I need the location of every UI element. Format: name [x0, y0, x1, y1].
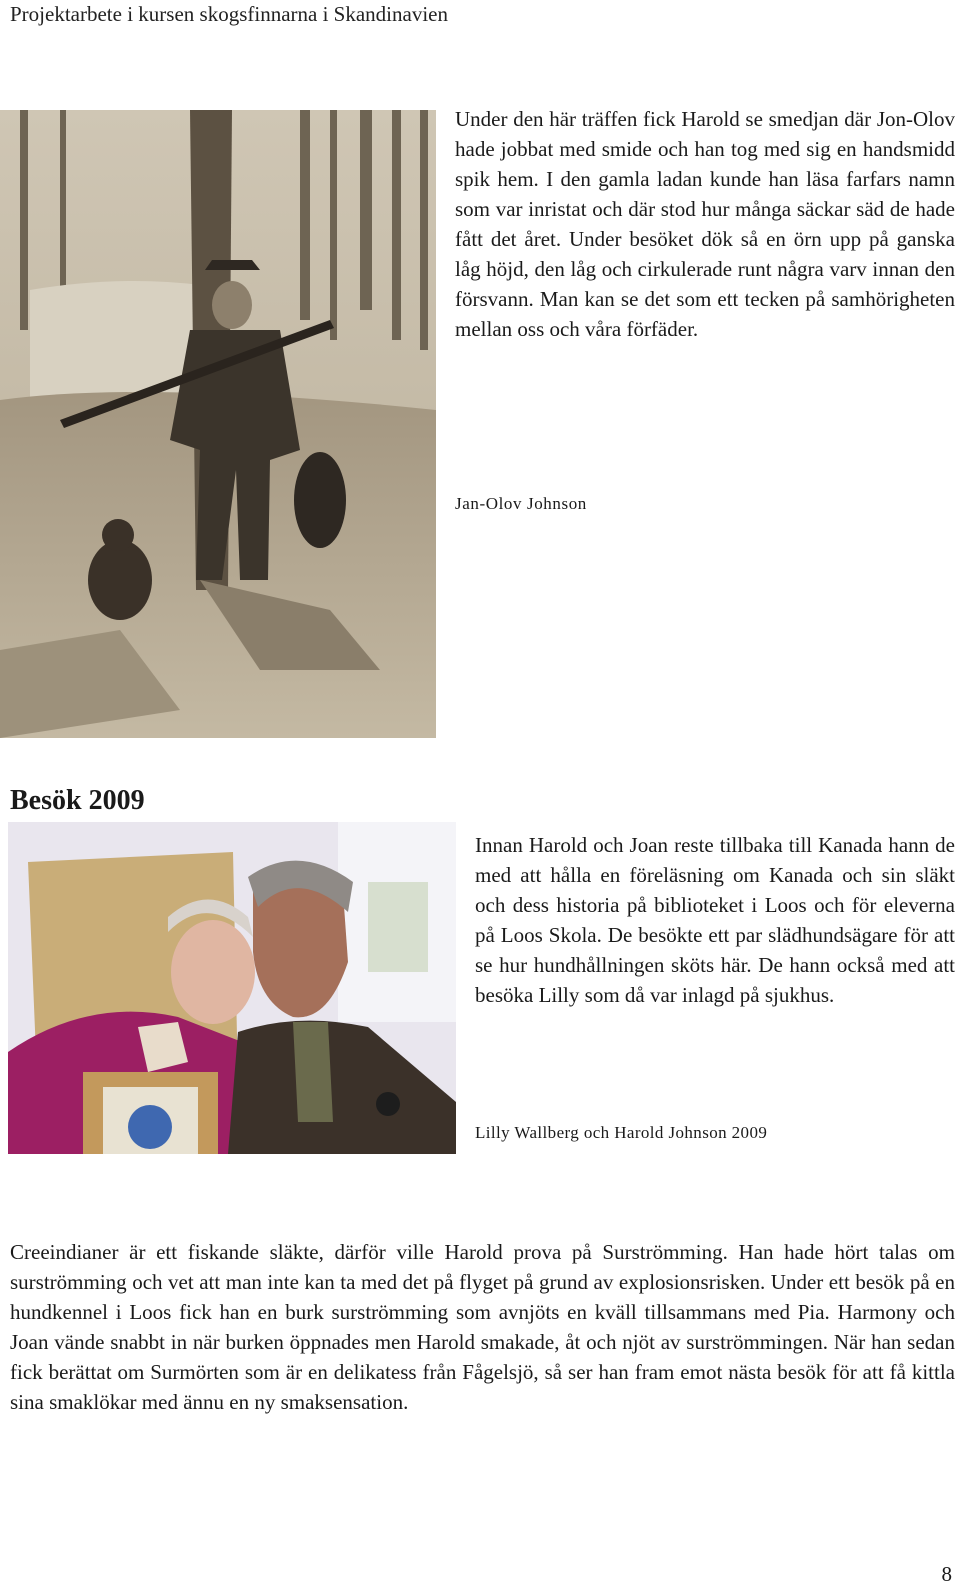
page-number: 8 — [941, 1562, 952, 1586]
photo-caption-visit: Lilly Wallberg och Harold Johnson 2009 — [475, 1123, 768, 1142]
section-heading: Besök 2009 — [10, 785, 145, 816]
visit-paragraph: Innan Harold och Joan reste tillbaka till Kanada hann de med att hålla en föreläsning om Kanada och sin släkt och dess historia på biblioteket i Loos och för eleverna på Loos Skola. De besökte ett par slädhundsägare för att se hur hundhållningen sköts här. De hann också med att besöka Lilly som då var inlagd på sjukhus. — [475, 833, 955, 1007]
visit-photo — [8, 822, 456, 1154]
intro-paragraph: Under den här träffen fick Harold se smedjan där Jon-Olov hade jobbat med smide och han tog med sig en handsmidd spik hem. I den gamla ladan kunde han läsa farfars namn som var inristat och där stod hur många säckar säd de hade fått det året. Under besöket dök så en örn upp på ganska låg höjd, den låg och cirkulerade runt några varv innan den försvann. Man kan se det som ett tecken på samhörigheten mellan oss och våra förfäder. — [455, 107, 955, 341]
photo-caption-hunter: Jan-Olov Johnson — [455, 494, 587, 513]
page-header: Projektarbete i kursen skogsfinnarna i Skandinavien — [10, 2, 448, 26]
hunter-photo — [0, 110, 436, 738]
surstromming-paragraph: Creeindianer är ett fiskande släkte, därför ville Harold prova på Surströmming. Han hade hört talas om surströmming och vet att man inte kan ta med det på flyget på grund av explosionsrisken. Under ett besök på en hundkennel i Loos fick han en burk surströmming som avnjöts en kväll tillsammans med Pia. Harmony och Joan vände snabbt in när burken öppnades men Harold smakade, åt och njöt av surströmmingen. När han sedan fick berättat om Surmörten som är en delikatess från Fågelsjö, så ser han fram emot nästa besök för att få kittla sina smaklökar med ännu en ny smaksensation. — [10, 1240, 955, 1414]
